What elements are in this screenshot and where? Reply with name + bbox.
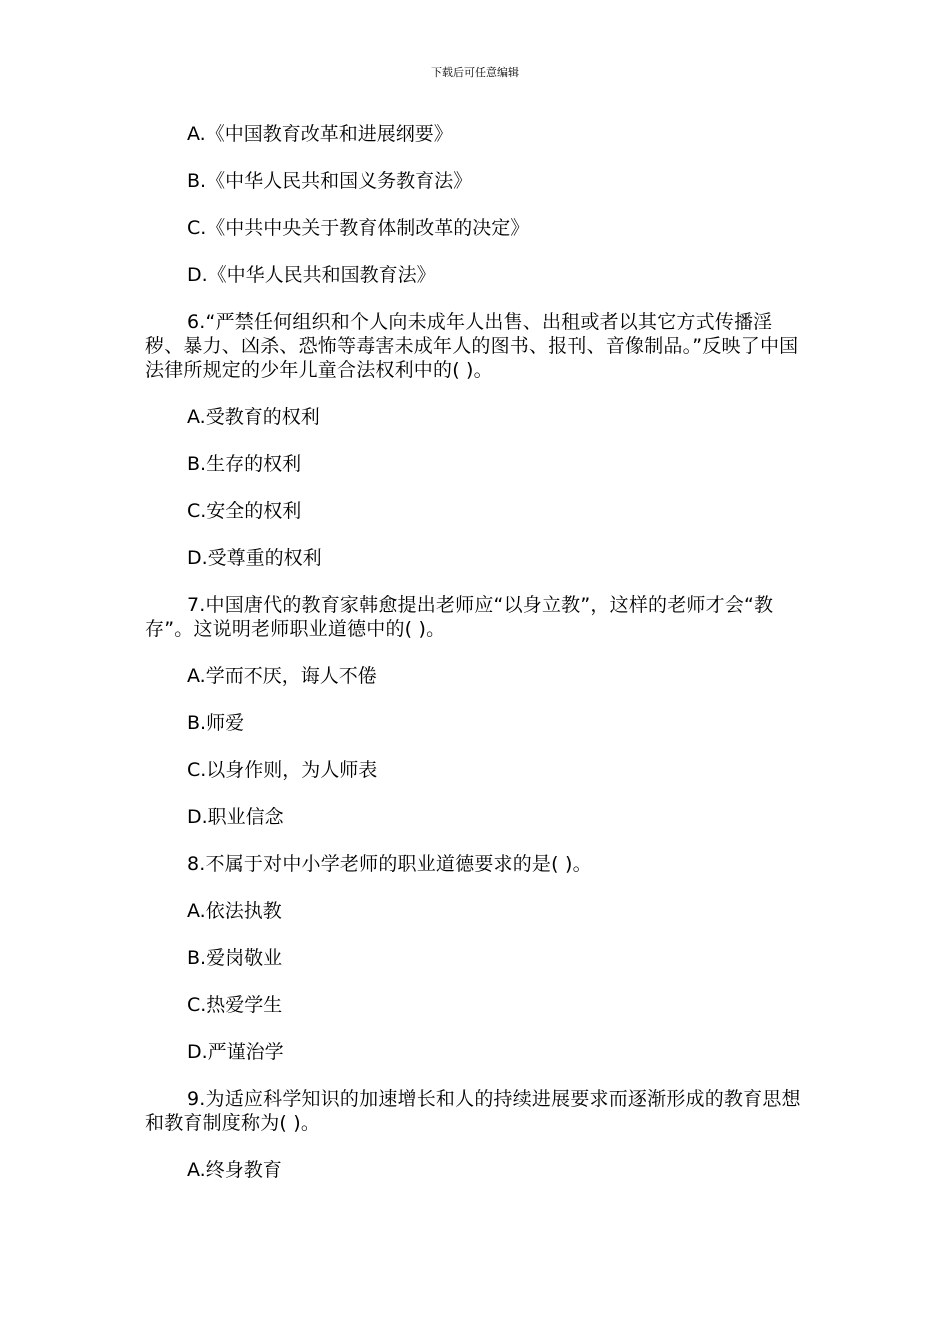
option-a-q6: A.受教育的权利: [187, 406, 320, 428]
option-b-q8: B.爱岗敬业: [187, 947, 283, 969]
option-a-q8: A.依法执教: [187, 900, 282, 922]
option-c-q5: C.《中共中央关于教育体制改革的决定》: [187, 217, 530, 239]
page-header: 下载后可任意编辑: [431, 66, 519, 79]
option-a-q5: A.《中国教育改革和进展纲要》: [187, 123, 453, 145]
option-b-q7: B.师爱: [187, 712, 245, 734]
document-body: [145, 122, 805, 1205]
option-b-q5: B.《中华人民共和国义务教育法》: [187, 170, 473, 192]
option-a-q7: A.学而不厌，诲人不倦: [187, 665, 377, 687]
question-6: 6.“严禁任何组织和个人向未成年人出售、出租或者以其它方式传播淫秽、暴力、凶杀、恐怖等毒害未成年人的图书、报刊、音像制品。”反映了中国法律所规定的少年儿童合法权利中的( )。: [145, 311, 799, 381]
option-c-q8: C.热爱学生: [187, 994, 283, 1016]
option-d-q7: D.职业信念: [187, 806, 284, 828]
option-d-q8: D.严谨治学: [187, 1041, 284, 1063]
option-d-q6: D.受尊重的权利: [187, 547, 322, 569]
option-d-q5: D.《中华人民共和国教育法》: [187, 264, 436, 286]
question-8: 8.不属于对中小学老师的职业道德要求的是( )。: [187, 853, 592, 875]
option-a-q9: A.终身教育: [187, 1159, 282, 1181]
option-b-q6: B.生存的权利: [187, 453, 302, 475]
question-7: 7.中国唐代的教育家韩愈提出老师应“以身立教”，这样的老师才会“教存”。这说明老师职业道德中的( )。: [145, 594, 774, 640]
option-c-q7: C.以身作则，为人师表: [187, 759, 378, 781]
option-c-q6: C.安全的权利: [187, 500, 302, 522]
question-9: 9.为适应科学知识的加速增长和人的持续进展要求而逐渐形成的教育思想和教育制度称为( )。: [145, 1088, 801, 1134]
